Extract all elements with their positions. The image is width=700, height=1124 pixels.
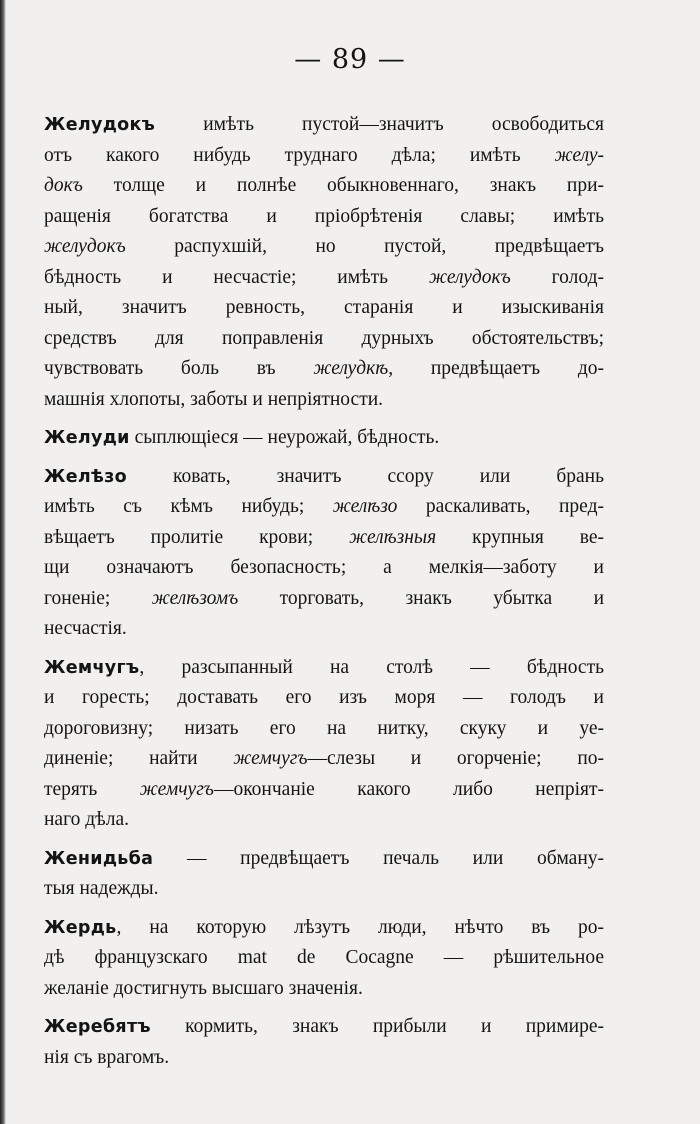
text-line: щи означаютъ безопасность; а мелкія—заботу и (44, 557, 604, 578)
text-line: гоненіе; желѣзомъ торговать, знакъ убытка и (44, 587, 605, 609)
entry-zhelezo (44, 462, 604, 645)
text-line: дѣ французскаго mat de Cocagne — рѣшительное (44, 947, 604, 968)
text-line: тыя надежды. (44, 878, 159, 899)
headword: Жеребятъ (44, 1017, 151, 1037)
text-line: Жемчугъ, разсыпанный на столѣ — бѣдность (44, 656, 604, 678)
headword: Женидьба (44, 848, 154, 869)
text-line: несчастія. (44, 618, 127, 639)
entry-zheludok (44, 110, 604, 415)
text-line: Жеребятъ кормить, знакъ прибыли и примире- (44, 1016, 604, 1037)
text-line: ращенія богатства и пріобрѣтенія славы; имѣть (44, 205, 604, 227)
dictionary-entries (44, 110, 604, 1081)
entry-zheludi (44, 423, 604, 454)
text-line: дороговизну; низать его на нитку, скуку и уе- (44, 717, 604, 739)
entry-zherd (44, 913, 604, 1005)
text-line: средствъ для поправленія дурныхъ обстоятельствъ; (44, 327, 604, 349)
page-number: — 89 — (294, 44, 406, 75)
text-line: наго дѣла. (44, 809, 129, 830)
text-line: Желуди сыплющіеся — неурожай, бѣдность. (44, 427, 440, 448)
text-line: терять жемчугъ—окончаніе какого либо непріят- (44, 778, 604, 800)
text-line: Женидьба — предвѣщаетъ печаль или обману- (44, 847, 604, 869)
page-edge-shadow (0, 0, 6, 1124)
entry-zhemchug (44, 653, 604, 836)
text-line: Желѣзо ковать, значитъ ссору или брань (44, 465, 604, 487)
text-line: диненіе; найти жемчугъ—слезы и огорченіе; по- (44, 748, 604, 769)
text-line: Жердь, на которую лѣзутъ люди, нѣчто въ ро- (44, 916, 604, 938)
text-line: Желудокъ имѣть пустой—значитъ освободиться (44, 114, 604, 135)
entry-zhenidba (44, 844, 604, 905)
headword: Желуди (44, 428, 130, 448)
text-line: желаніе достигнуть высшаго значенія. (44, 977, 363, 999)
headword: Жердь (44, 917, 117, 938)
text-line: машнія хлопоты, заботы и непріятности. (44, 388, 384, 410)
headword: Жемчугъ (44, 657, 140, 678)
headword: Желудокъ (44, 115, 156, 135)
text-line: бѣдность и несчастіе; имѣть желудокъ голод- (44, 266, 604, 288)
text-line: вѣщаетъ пролитіе крови; желѣзныя крупныя ве- (44, 526, 604, 548)
headword: Желѣзо (44, 466, 127, 487)
text-line: и горесть; доставать его изъ моря — голодъ и (44, 687, 604, 708)
text-line: желудокъ распухшій, но пустой, предвѣщаетъ (44, 236, 604, 257)
text-line: имѣть съ кѣмъ нибудь; желѣзо раскаливать, пред- (44, 496, 604, 517)
text-line: ный, значитъ ревность, старанія и изыскиванія (44, 297, 604, 318)
text-line: докъ толще и полнѣе обыкновеннаго, знакъ при- (44, 175, 604, 196)
entry-zherebyat (44, 1012, 604, 1073)
text-line: отъ какого нибудь труднаго дѣла; имѣть желу- (44, 144, 604, 166)
text-line: чувствовать боль въ желудкѣ, предвѣщаетъ до- (44, 358, 604, 379)
text-line: нія съ врагомъ. (44, 1046, 170, 1068)
